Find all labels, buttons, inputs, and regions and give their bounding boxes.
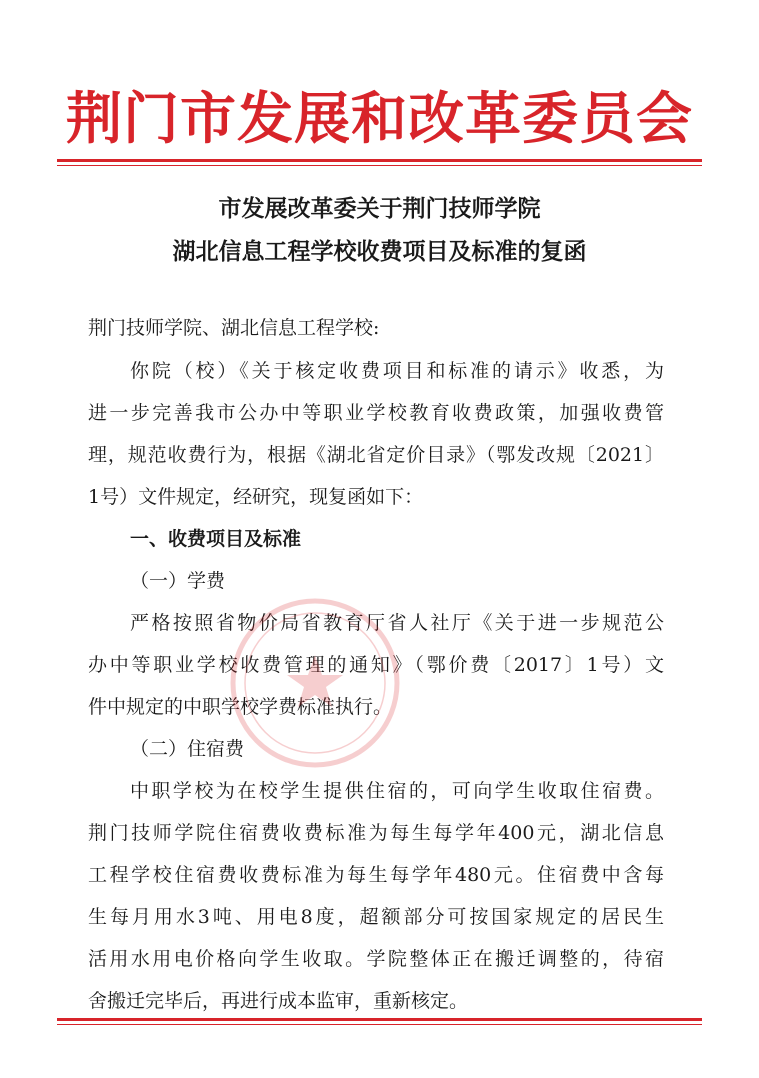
footer-rule-thin	[57, 1024, 702, 1025]
document-title-line-2: 湖北信息工程学校收费项目及标准的复函	[172, 238, 587, 265]
paragraph-1-line: 你院（校）《关于核定收费项目和标准的请示》收悉，为	[130, 360, 664, 382]
paragraph-3-line: 工程学校住宿费收费标准为每生每学年480元。住宿费中含每	[88, 864, 664, 886]
paragraph-1-line: 理，规范收费行为，根据《湖北省定价目录》（鄂发改规〔2021〕	[88, 444, 664, 466]
subsection-tuition-heading: （一）学费	[130, 570, 226, 592]
document-title-line-1: 市发展改革委关于荆门技师学院	[218, 195, 541, 222]
paragraph-3-line: 活用水用电价格向学生收取。学院整体正在搬迁调整的，待宿	[88, 948, 664, 970]
footer-rule-thick	[57, 1018, 702, 1021]
paragraph-1-line: 进一步完善我市公办中等职业学校教育收费政策，加强收费管	[88, 402, 664, 424]
paragraph-2-line: 严格按照省物价局省教育厅省人社厅《关于进一步规范公	[130, 612, 664, 634]
letterhead-rule-thick	[57, 159, 702, 162]
paragraph-3-line: 生每月用水3吨、用电8度，超额部分可按国家规定的居民生	[88, 906, 664, 928]
paragraph-3-line: 荆门技师学院住宿费收费标准为每生每学年400元，湖北信息	[88, 822, 664, 844]
paragraph-1-line: 1号）文件规定，经研究，现复函如下：	[88, 486, 424, 508]
letterhead-org-name: 荆门市发展和改革委员会	[66, 87, 693, 152]
section-1-heading: 一、收费项目及标准	[130, 528, 302, 550]
paragraph-3-line: 中职学校为在校学生提供住宿的，可向学生收取住宿费。	[130, 780, 664, 802]
paragraph-2-line: 办中等职业学校收费管理的通知》（鄂价费〔2017〕1号）文	[88, 654, 664, 676]
paragraph-3-line: 舍搬迁完毕后，再进行成本监审，重新核定。	[88, 990, 469, 1012]
paragraph-2-line: 件中规定的中职学校学费标准执行。	[88, 696, 393, 718]
subsection-accommodation-heading: （二）住宿费	[130, 738, 245, 760]
letterhead-rule-thin	[57, 165, 702, 166]
addressee: 荆门技师学院、湖北信息工程学校:	[88, 317, 380, 339]
